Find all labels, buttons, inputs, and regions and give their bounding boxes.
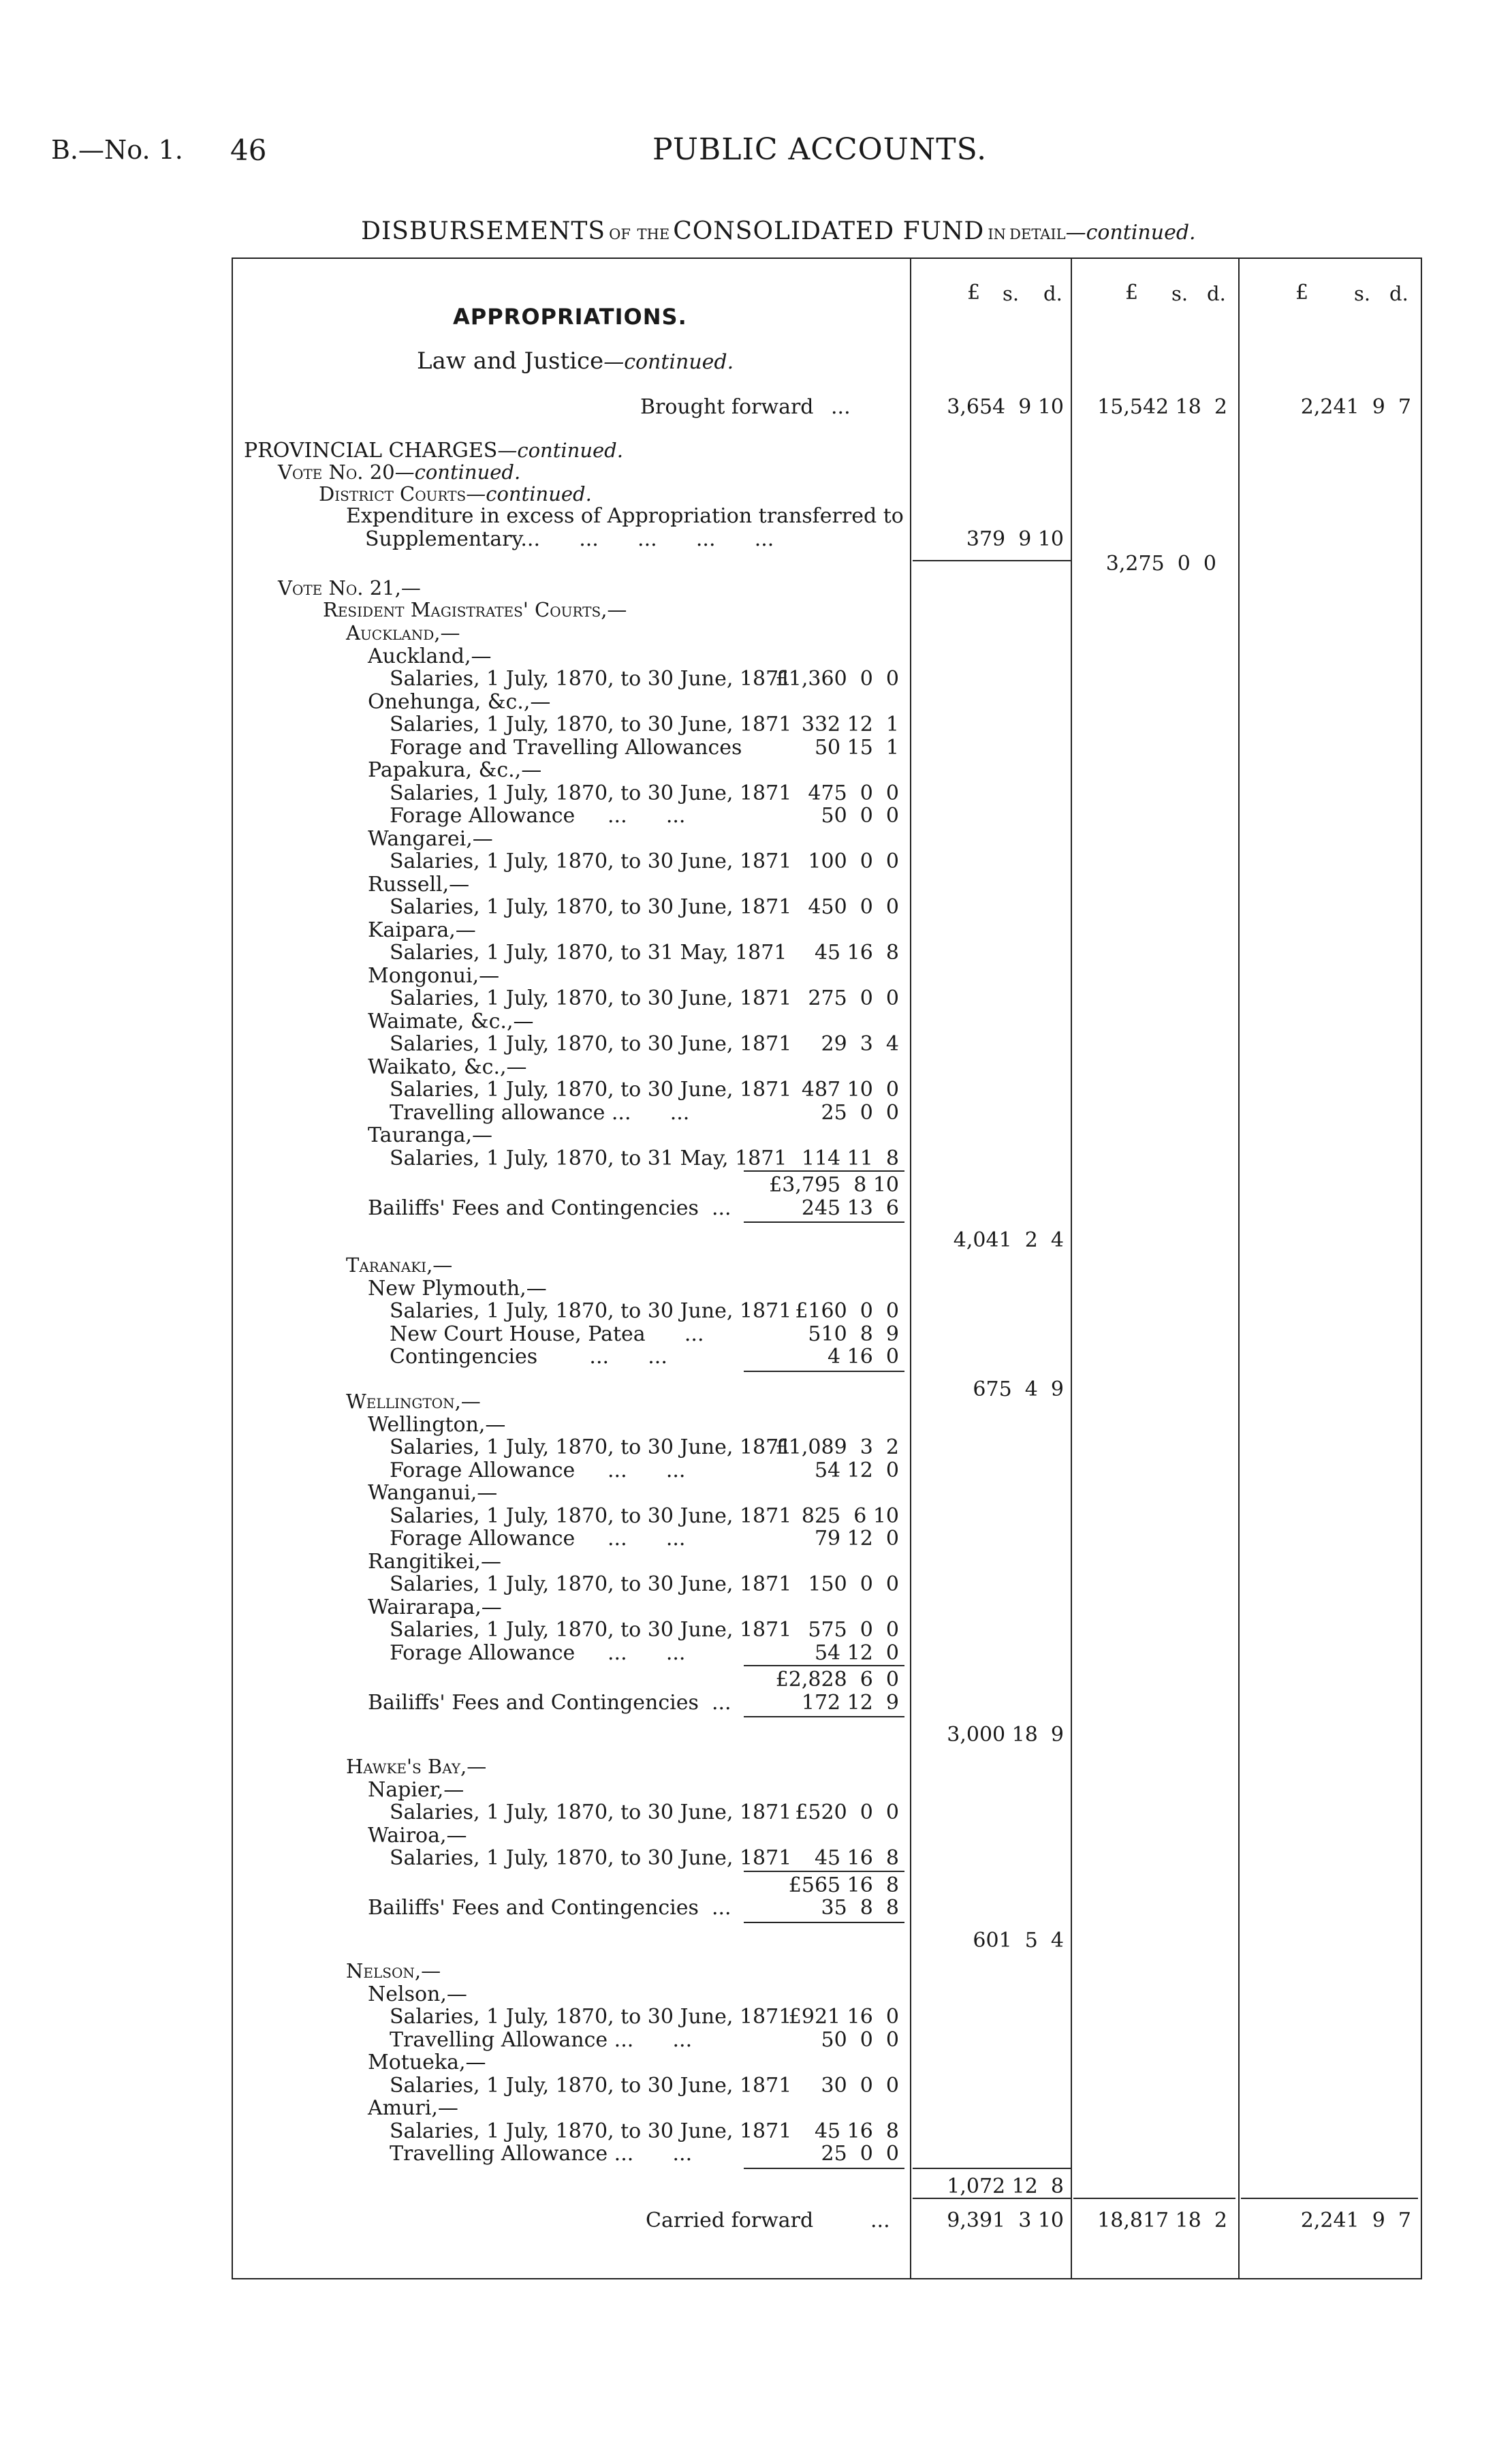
vote-20-total-rule bbox=[913, 560, 1071, 561]
hawkes-court-name: Wairoa,— bbox=[368, 1823, 467, 1848]
wellington-item-label: Forage Allowance ... ... bbox=[390, 1527, 686, 1551]
auckland-item-amount: 487 10 0 bbox=[801, 1078, 899, 1102]
wellington-item-label: Salaries, 1 July, 1870, to 30 June, 1871 bbox=[390, 1503, 792, 1528]
auckland-court-name: Auckland,— bbox=[368, 644, 492, 668]
wellington-item-amount: 150 0 0 bbox=[808, 1572, 899, 1596]
carried-forward-col3: 2,241 9 7 bbox=[1300, 2209, 1411, 2232]
table-bottom-rule bbox=[232, 2278, 1422, 2279]
carried-forward-label: Carried forward bbox=[646, 2209, 814, 2232]
taranaki-item-amount: 510 8 9 bbox=[808, 1322, 899, 1346]
wellington-court-name: Wanganui,— bbox=[368, 1481, 498, 1505]
auckland-item-label: Salaries, 1 July, 1870, to 30 June, 1871 bbox=[390, 667, 792, 691]
column-divider-2 bbox=[1071, 258, 1072, 2279]
appropriations-heading: APPROPRIATIONS. bbox=[453, 304, 687, 330]
auckland-item-amount: 50 0 0 bbox=[821, 804, 899, 828]
wellington-section-rule bbox=[744, 1716, 904, 1717]
vote-20-total: 3,275 0 0 bbox=[1105, 552, 1216, 576]
carried-forward-col1: 9,391 3 10 bbox=[947, 2209, 1064, 2232]
brought-forward-col1: 3,654 9 10 bbox=[947, 395, 1064, 419]
section-subtitle: DISBURSEMENTS of the CONSOLIDATED FUND in detail—continued. bbox=[361, 217, 1196, 245]
wellington-subtotal: £2,828 6 0 bbox=[775, 1668, 899, 1692]
auckland-item-amount: 475 0 0 bbox=[808, 781, 899, 805]
taranaki-item-label: New Court House, Patea ... bbox=[390, 1322, 704, 1346]
wellington-subtotal-rule bbox=[744, 1665, 904, 1666]
nelson-total-rule bbox=[913, 2168, 1071, 2169]
nelson-section-rule bbox=[744, 2168, 904, 2169]
nelson-court-name: Nelson,— bbox=[368, 1982, 467, 2006]
taranaki-item-amount: £160 0 0 bbox=[795, 1299, 899, 1323]
auckland-court-name: Wangarei,— bbox=[368, 826, 493, 851]
nelson-court-name: Motueka,— bbox=[368, 2051, 486, 2074]
wellington-item-label: Salaries, 1 July, 1870, to 30 June, 1871 bbox=[390, 1572, 792, 1596]
taranaki-section-rule bbox=[744, 1371, 904, 1372]
provincial-charges-heading: PROVINCIAL CHARGES—continued. bbox=[244, 439, 623, 463]
nelson-section-total: 1,072 12 8 bbox=[947, 2174, 1064, 2198]
auckland-court-name: Kaipara,— bbox=[368, 918, 476, 942]
wellington-heading: Wellington,— bbox=[346, 1390, 481, 1413]
auckland-item-label: Salaries, 1 July, 1870, to 30 June, 1871 bbox=[390, 895, 792, 919]
taranaki-item-amount: 4 16 0 bbox=[828, 1345, 899, 1369]
brought-forward-label: Brought forward bbox=[640, 395, 814, 419]
hawkes-item-label: Salaries, 1 July, 1870, to 30 June, 1871 bbox=[390, 1846, 792, 1870]
auckland-court-name: Tauranga,— bbox=[368, 1123, 493, 1147]
wellington-item-amount: 54 12 0 bbox=[814, 1458, 899, 1482]
nelson-heading: Nelson,— bbox=[346, 1959, 441, 1982]
resident-magistrates-heading: Resident Magistrates' Courts,— bbox=[323, 598, 627, 621]
page-title: PUBLIC ACCOUNTS. bbox=[652, 132, 988, 167]
auckland-item-amount: 450 0 0 bbox=[808, 895, 899, 919]
taranaki-item-label: Salaries, 1 July, 1870, to 30 June, 1871 bbox=[390, 1299, 792, 1323]
auckland-bailiffs-amount: 245 13 6 bbox=[801, 1196, 899, 1220]
nelson-item-label: Salaries, 1 July, 1870, to 30 June, 1871 bbox=[390, 2073, 792, 2098]
hawkes-court-name: Napier,— bbox=[368, 1777, 464, 1802]
hawkes-section-total: 601 5 4 bbox=[973, 1928, 1064, 1952]
auckland-item-amount: 100 0 0 bbox=[808, 850, 899, 873]
col2-pound-header: £ bbox=[1125, 281, 1139, 305]
nelson-item-label: Travelling Allowance ... ... bbox=[390, 2027, 693, 2052]
hawkes-subtotal: £565 16 8 bbox=[788, 1873, 899, 1897]
auckland-item-amount: 275 0 0 bbox=[808, 986, 899, 1010]
wellington-item-amount: 575 0 0 bbox=[808, 1618, 899, 1642]
hawkes-bailiffs-label: Bailiffs' Fees and Contingencies ... bbox=[368, 1896, 731, 1920]
wellington-bailiffs-amount: 172 12 9 bbox=[801, 1690, 899, 1715]
vote-21-heading: Vote No. 21,— bbox=[278, 576, 421, 599]
wellington-section-total: 3,000 18 9 bbox=[947, 1723, 1064, 1747]
auckland-item-label: Salaries, 1 July, 1870, to 31 May, 1871 bbox=[390, 1146, 787, 1170]
col1-pound-header: £ bbox=[967, 281, 981, 305]
auckland-item-label: Travelling allowance ... ... bbox=[390, 1100, 690, 1125]
col2-d-header: d. bbox=[1207, 282, 1226, 305]
auckland-court-name: Russell,— bbox=[368, 872, 470, 897]
auckland-court-name: Onehunga, &c.,— bbox=[368, 689, 551, 714]
auckland-item-label: Salaries, 1 July, 1870, to 30 June, 1871 bbox=[390, 986, 792, 1010]
auckland-bailiffs-label: Bailiffs' Fees and Contingencies ... bbox=[368, 1196, 731, 1220]
col3-pound-header: £ bbox=[1295, 281, 1309, 305]
wellington-item-label: Forage Allowance ... ... bbox=[390, 1640, 686, 1665]
col3-s-header: s. bbox=[1354, 282, 1371, 305]
nelson-item-label: Salaries, 1 July, 1870, to 30 June, 1871 bbox=[390, 2005, 792, 2029]
carried-forward-dots: ... bbox=[870, 2209, 890, 2232]
auckland-item-amount: 50 15 1 bbox=[814, 735, 899, 760]
taranaki-section-total: 675 4 9 bbox=[973, 1377, 1064, 1401]
brought-forward-col3: 2,241 9 7 bbox=[1300, 395, 1411, 419]
auckland-item-amount: 332 12 1 bbox=[801, 713, 899, 736]
expenditure-line-2: Supplementary... ... ... ... ... bbox=[365, 527, 774, 551]
auckland-item-amount: £1,360 0 0 bbox=[775, 667, 899, 691]
hawkes-heading: Hawke's Bay,— bbox=[346, 1755, 487, 1778]
auckland-item-label: Salaries, 1 July, 1870, to 30 June, 1871 bbox=[390, 781, 792, 805]
wellington-court-name: Rangitikei,— bbox=[368, 1549, 501, 1574]
district-courts-heading: District Courts—continued. bbox=[319, 482, 592, 505]
table-right-border bbox=[1421, 258, 1422, 2279]
auckland-subtotal-rule bbox=[744, 1170, 904, 1172]
auckland-item-amount: 114 11 8 bbox=[801, 1146, 899, 1170]
carried-rule-col2 bbox=[1073, 2198, 1235, 2199]
nelson-item-amount: £921 16 0 bbox=[788, 2005, 899, 2029]
col1-d-header: d. bbox=[1043, 282, 1062, 305]
vote-20-heading: Vote No. 20—continued. bbox=[278, 461, 521, 484]
auckland-item-label: Salaries, 1 July, 1870, to 30 June, 1871 bbox=[390, 713, 792, 736]
table-left-border bbox=[232, 258, 233, 2279]
auckland-subtotal: £3,795 8 10 bbox=[769, 1173, 899, 1197]
wellington-item-amount: 79 12 0 bbox=[814, 1527, 899, 1551]
taranaki-heading: Taranaki,— bbox=[346, 1253, 453, 1277]
carried-forward-col2: 18,817 18 2 bbox=[1097, 2209, 1227, 2232]
column-divider-3 bbox=[1238, 258, 1240, 2279]
auckland-heading: Auckland,— bbox=[346, 621, 460, 644]
auckland-court-name: Waimate, &c.,— bbox=[368, 1009, 534, 1033]
col3-d-header: d. bbox=[1389, 282, 1408, 305]
nelson-court-name: Amuri,— bbox=[368, 2096, 458, 2120]
auckland-item-label: Salaries, 1 July, 1870, to 30 June, 1871 bbox=[390, 1032, 792, 1056]
taranaki-item-label: Contingencies ... ... bbox=[390, 1345, 667, 1369]
hawkes-item-amount: 45 16 8 bbox=[814, 1846, 899, 1870]
auckland-section-total: 4,041 2 4 bbox=[953, 1228, 1064, 1252]
nelson-item-amount: 50 0 0 bbox=[821, 2027, 899, 2052]
auckland-item-label: Salaries, 1 July, 1870, to 30 June, 1871 bbox=[390, 1078, 792, 1102]
nelson-item-label: Travelling Allowance ... ... bbox=[390, 2142, 693, 2166]
wellington-bailiffs-label: Bailiffs' Fees and Contingencies ... bbox=[368, 1690, 731, 1715]
col1-s-header: s. bbox=[1003, 282, 1020, 305]
wellington-item-amount: £1,089 3 2 bbox=[775, 1435, 899, 1459]
expenditure-line-1: Expenditure in excess of Appropriation transferred to bbox=[346, 504, 904, 528]
wellington-item-label: Salaries, 1 July, 1870, to 30 June, 1871 bbox=[390, 1618, 792, 1642]
wellington-court-name: Wellington,— bbox=[368, 1412, 506, 1437]
auckland-court-name: Waikato, &c.,— bbox=[368, 1055, 527, 1079]
auckland-item-amount: 29 3 4 bbox=[821, 1032, 899, 1056]
column-divider-1 bbox=[910, 258, 911, 2279]
nelson-item-amount: 30 0 0 bbox=[821, 2073, 899, 2098]
wellington-court-name: Wairarapa,— bbox=[368, 1595, 502, 1619]
page-number: 46 bbox=[230, 134, 267, 167]
nelson-item-amount: 25 0 0 bbox=[821, 2142, 899, 2166]
hawkes-subtotal-rule bbox=[744, 1871, 904, 1872]
hawkes-item-amount: £520 0 0 bbox=[795, 1801, 899, 1824]
expenditure-amount: 379 9 10 bbox=[966, 527, 1064, 551]
wellington-item-label: Salaries, 1 July, 1870, to 30 June, 1871 bbox=[390, 1435, 792, 1459]
auckland-court-name: Mongonui,— bbox=[368, 963, 500, 988]
auckland-item-amount: 25 0 0 bbox=[821, 1100, 899, 1125]
auckland-item-label: Forage and Travelling Allowances bbox=[390, 735, 742, 760]
carried-rule-col1 bbox=[913, 2198, 1071, 2199]
brought-forward-col2: 15,542 18 2 bbox=[1097, 395, 1227, 419]
hawkes-section-rule bbox=[744, 1922, 904, 1923]
hawkes-item-label: Salaries, 1 July, 1870, to 30 June, 1871 bbox=[390, 1801, 792, 1824]
auckland-item-label: Salaries, 1 July, 1870, to 30 June, 1871 bbox=[390, 850, 792, 873]
nelson-item-label: Salaries, 1 July, 1870, to 30 June, 1871 bbox=[390, 2119, 792, 2143]
auckland-item-label: Salaries, 1 July, 1870, to 31 May, 1871 bbox=[390, 941, 787, 965]
auckland-court-name: Papakura, &c.,— bbox=[368, 758, 542, 782]
wellington-item-amount: 825 6 10 bbox=[801, 1503, 899, 1528]
wellington-item-amount: 54 12 0 bbox=[814, 1640, 899, 1665]
taranaki-court-name: New Plymouth,— bbox=[368, 1276, 547, 1300]
auckland-item-amount: 45 16 8 bbox=[814, 941, 899, 965]
col2-s-header: s. bbox=[1171, 282, 1188, 305]
nelson-item-amount: 45 16 8 bbox=[814, 2119, 899, 2143]
carried-rule-col3 bbox=[1241, 2198, 1418, 2199]
table-top-rule bbox=[232, 258, 1422, 259]
auckland-section-rule bbox=[744, 1221, 904, 1223]
document-reference: B.—No. 1. bbox=[51, 135, 183, 165]
brought-forward-dots: ... bbox=[831, 395, 851, 419]
auckland-item-label: Forage Allowance ... ... bbox=[390, 804, 686, 828]
law-justice-heading: Law and Justice—continued. bbox=[417, 347, 734, 375]
hawkes-bailiffs-amount: 35 8 8 bbox=[821, 1896, 899, 1920]
wellington-item-label: Forage Allowance ... ... bbox=[390, 1458, 686, 1482]
